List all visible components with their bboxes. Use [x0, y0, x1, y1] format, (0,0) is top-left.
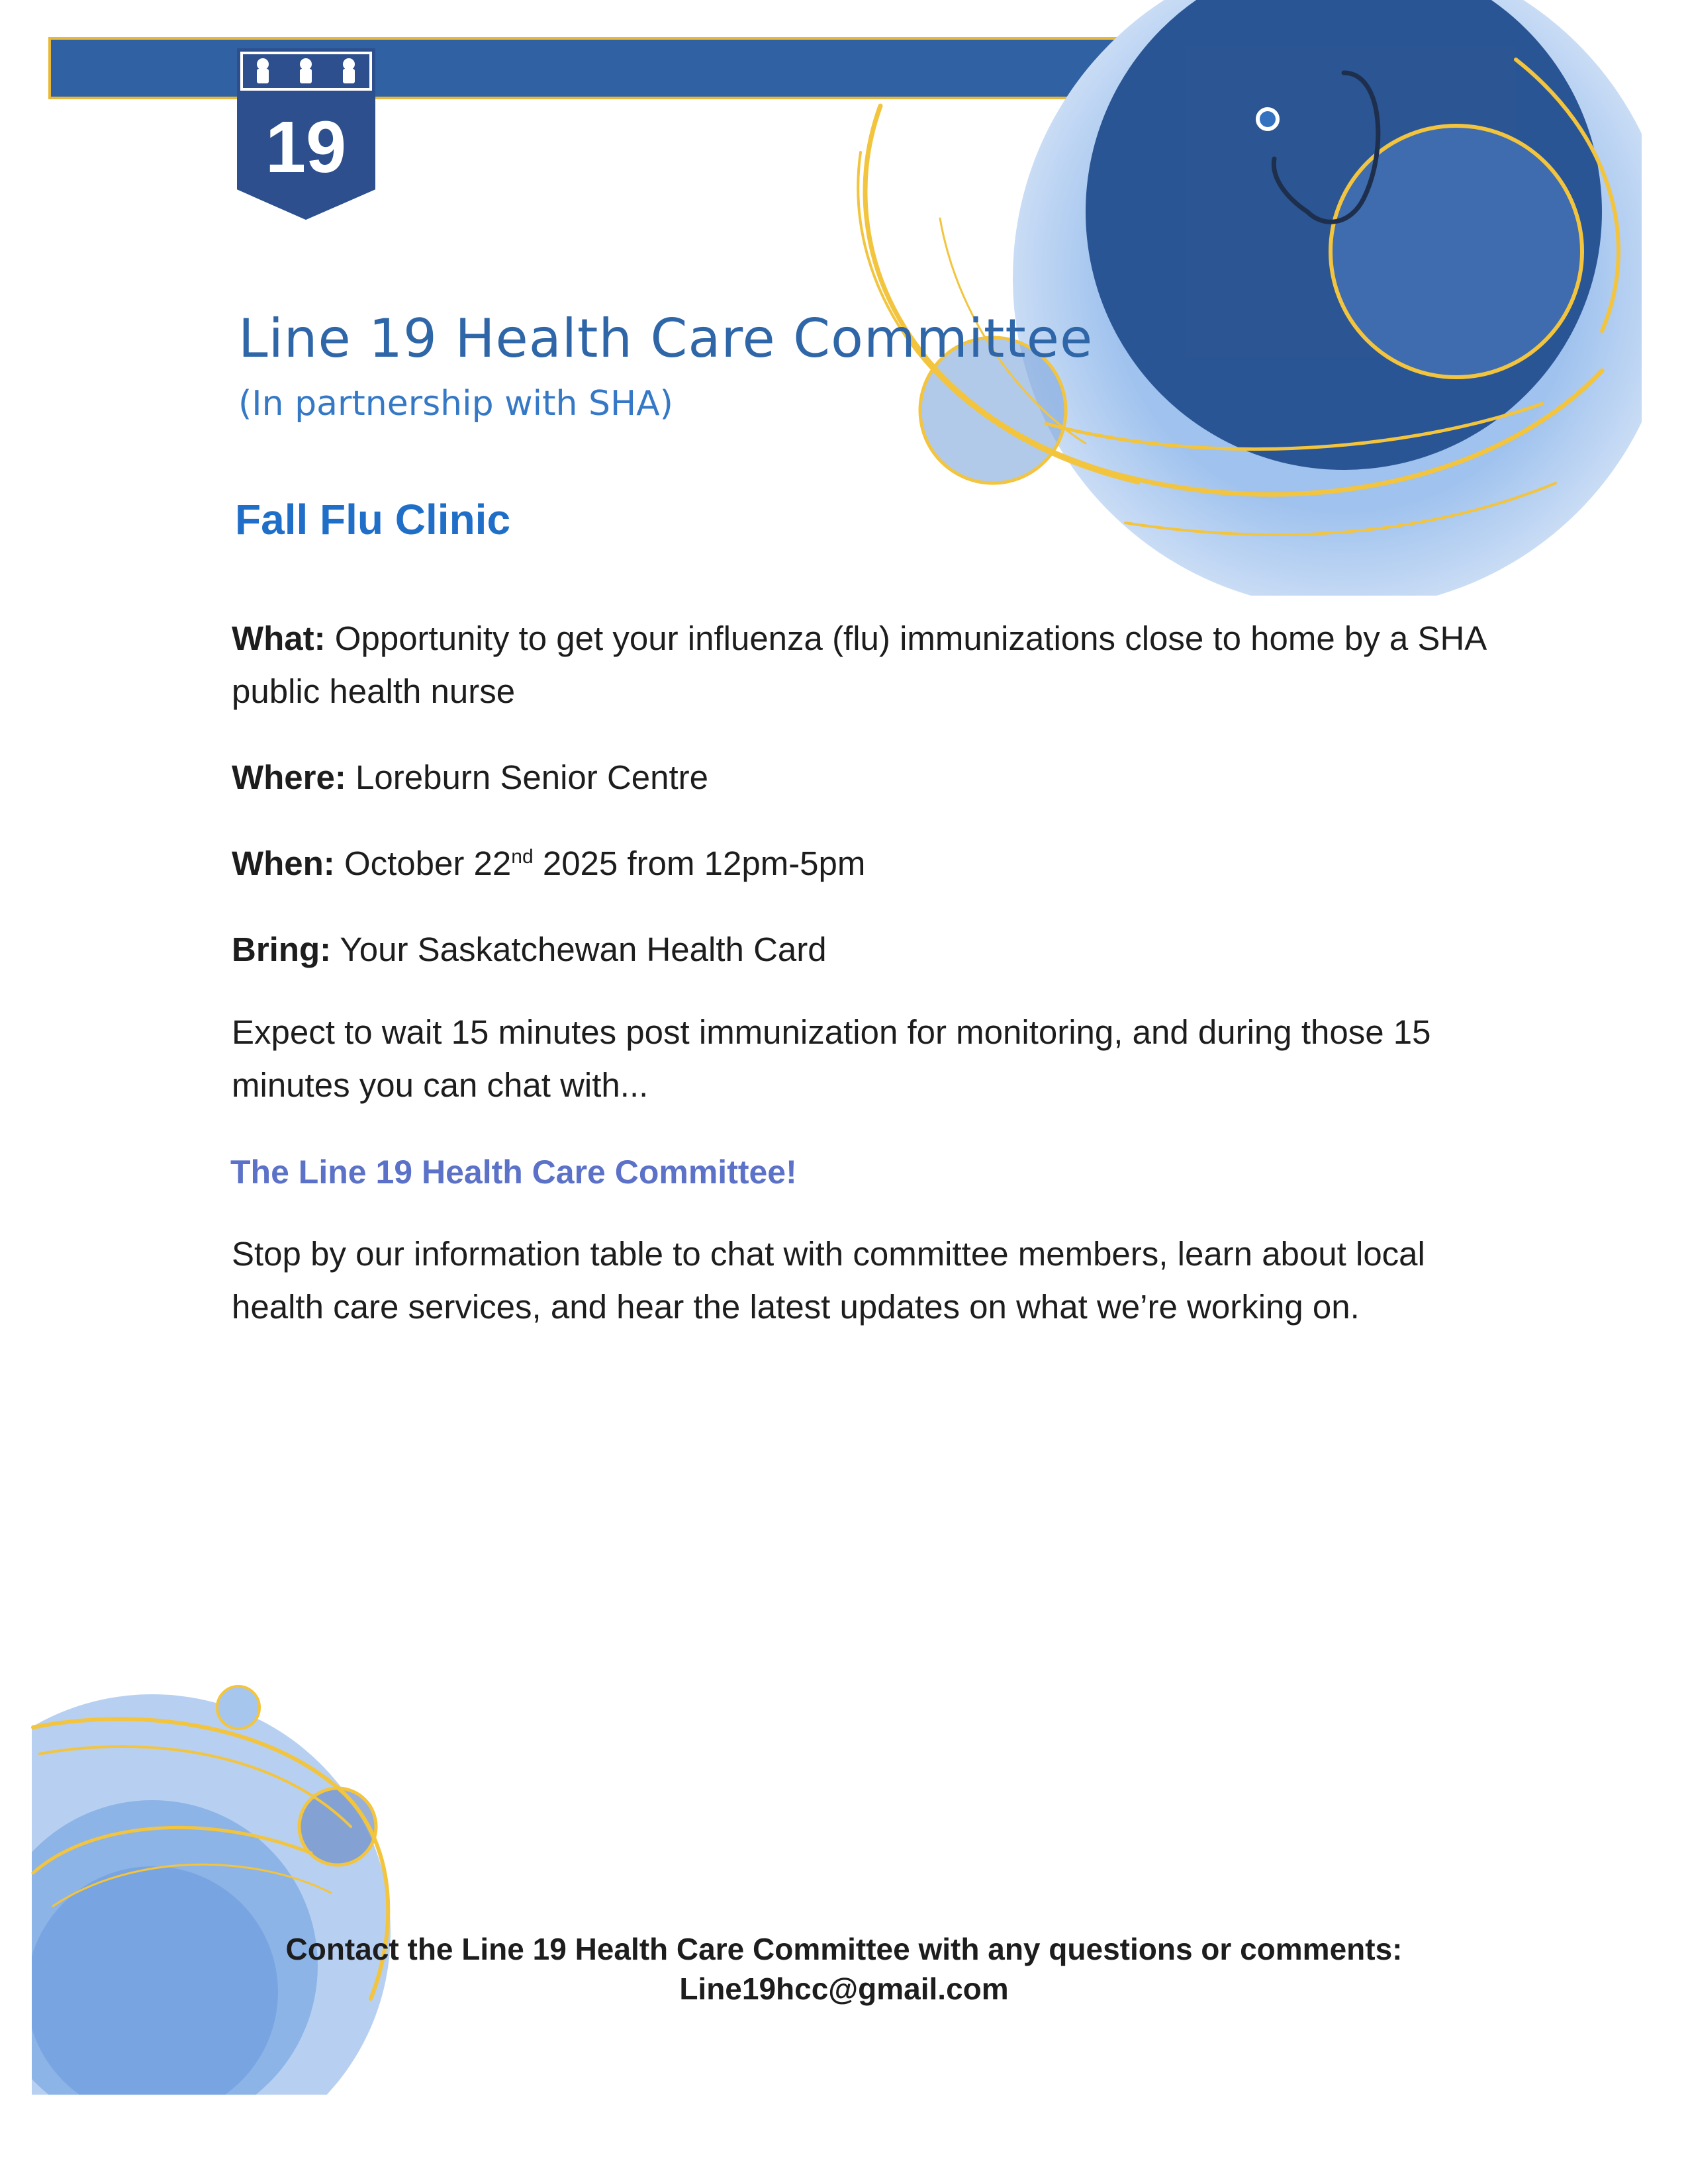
page-subtitle: (In partnership with SHA)	[238, 384, 673, 424]
contact-email[interactable]: Line19hcc@gmail.com	[679, 1972, 1009, 2006]
when-paragraph	[232, 837, 1489, 890]
contact-block	[0, 1929, 1688, 2009]
what-paragraph	[232, 612, 1489, 718]
what-text: Opportunity to get your influenza (flu) immunizations close to home by a SHA public health nurse	[232, 619, 1485, 710]
where-label: Where:	[232, 758, 346, 796]
bring-paragraph	[232, 923, 1489, 976]
header-banner	[50, 38, 1195, 98]
when-label: When:	[232, 844, 335, 882]
when-sup: nd	[511, 846, 534, 868]
event-heading: Fall Flu Clinic	[235, 496, 511, 543]
committee-callout: The Line 19 Health Care Committee!	[230, 1154, 797, 1191]
bring-label: Bring:	[232, 931, 332, 968]
wait-paragraph: Expect to wait 15 minutes post immunization for monitoring, and during those 15 minutes you can chat with...	[232, 1013, 1431, 1104]
when-text-post: 2025 from 12pm-5pm	[533, 844, 866, 882]
footer-artwork	[0, 1655, 463, 2118]
bring-text: Your Saskatchewan Health Card	[331, 931, 827, 968]
page-title: Line 19 Health Care Committee	[238, 308, 1094, 369]
small-circle	[1331, 126, 1582, 377]
where-paragraph	[232, 751, 1489, 804]
info-table-paragraph: Stop by our information table to chat with committee members, learn about local health care services, and hear the latest updates on what we’re working on.	[232, 1235, 1425, 1326]
shield-number: 19	[265, 107, 347, 188]
what-label: What:	[232, 619, 326, 657]
contact-line: Contact the Line 19 Health Care Committee with any questions or comments:	[285, 1932, 1403, 1966]
when-text-pre: October 22	[334, 844, 512, 882]
shield-logo	[238, 50, 374, 218]
footer-dot-circle	[217, 1686, 259, 1729]
where-text: Loreburn Senior Centre	[346, 758, 709, 796]
